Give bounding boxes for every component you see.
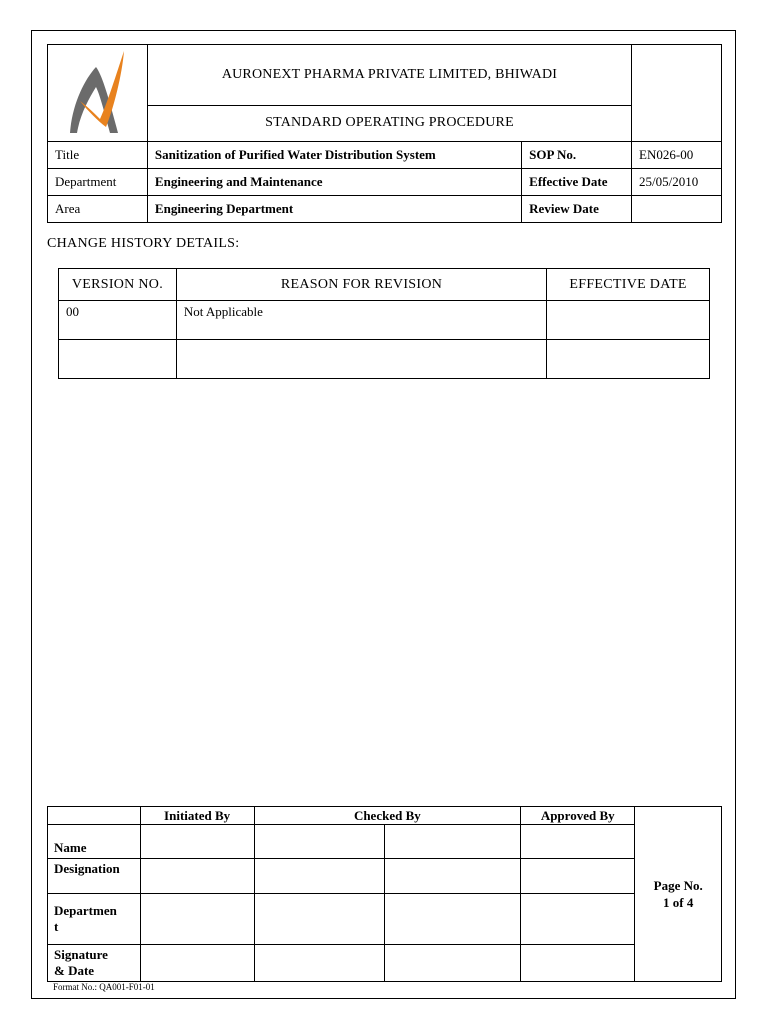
signature-cell: [254, 825, 385, 859]
format-number: Format No.: QA001-F01-01: [53, 982, 155, 992]
signature-cell: [521, 859, 635, 894]
signature-cell: [521, 825, 635, 859]
signature-cell: [140, 945, 254, 982]
header-row-area: [48, 196, 722, 223]
signature-cell: [385, 894, 521, 945]
page-number-label: Page No.: [653, 878, 703, 893]
signoff-table: [47, 806, 722, 982]
version-no-header: VERSION NO.: [59, 269, 177, 301]
signature-cell: [385, 859, 521, 894]
name-row-label: Name: [48, 825, 141, 859]
company-name: AURONEXT PHARMA PRIVATE LIMITED, BHIWADI: [147, 45, 631, 106]
header-blank-cell: [632, 45, 722, 142]
effective-date-header: EFFECTIVE DATE: [547, 269, 710, 301]
table-row: [59, 340, 710, 379]
signoff-row-signature: [48, 945, 722, 982]
signature-cell: [521, 945, 635, 982]
title-label: Title: [48, 142, 148, 169]
designation-row-label: Designation: [48, 859, 141, 894]
reason-cell: Not Applicable: [176, 301, 546, 340]
department-label: Department: [48, 169, 148, 196]
signature-cell: [140, 894, 254, 945]
initiated-by-header: Initiated By: [140, 807, 254, 825]
company-logo-icon: [62, 45, 132, 137]
document-header-table: [47, 44, 722, 223]
signoff-row-designation: [48, 859, 722, 894]
effective-date-label: Effective Date: [522, 169, 632, 196]
signoff-row-department: [48, 894, 722, 945]
signature-cell: [254, 859, 385, 894]
header-row-title: [48, 142, 722, 169]
sop-no-label: SOP No.: [522, 142, 632, 169]
effective-date-value: 25/05/2010: [632, 169, 722, 196]
area-value: Engineering Department: [147, 196, 521, 223]
change-history-header-row: [59, 269, 710, 301]
signoff-row-name: [48, 825, 722, 859]
company-logo: [48, 45, 148, 142]
title-value: Sanitization of Purified Water Distribution System: [147, 142, 521, 169]
change-history-table: [58, 268, 710, 379]
change-history-heading: CHANGE HISTORY DETAILS:: [47, 236, 240, 251]
version-cell: [59, 340, 177, 379]
page-number-value: 1 of 4: [663, 895, 694, 910]
reason-header: REASON FOR REVISION: [176, 269, 546, 301]
version-cell: 00: [59, 301, 177, 340]
checked-by-header: Checked By: [254, 807, 520, 825]
signature-cell: [385, 825, 521, 859]
page-number-cell: [635, 807, 722, 982]
signature-cell: [140, 859, 254, 894]
signoff-header-row: [48, 807, 722, 825]
signature-cell: [521, 894, 635, 945]
area-label: Area: [48, 196, 148, 223]
date-cell: [547, 301, 710, 340]
approved-by-header: Approved By: [521, 807, 635, 825]
signature-cell: [254, 894, 385, 945]
document-type: STANDARD OPERATING PROCEDURE: [147, 105, 631, 141]
signature-cell: [385, 945, 521, 982]
signature-cell: [254, 945, 385, 982]
review-date-label: Review Date: [522, 196, 632, 223]
header-row-department: [48, 169, 722, 196]
signoff-corner-cell: [48, 807, 141, 825]
department-value: Engineering and Maintenance: [147, 169, 521, 196]
date-cell: [547, 340, 710, 379]
reason-cell: [176, 340, 546, 379]
review-date-value: [632, 196, 722, 223]
signature-cell: [140, 825, 254, 859]
department-row-label: Departmen t: [48, 894, 141, 945]
table-row: [59, 301, 710, 340]
sop-no-value: EN026-00: [632, 142, 722, 169]
signature-row-label: Signature & Date: [48, 945, 141, 982]
